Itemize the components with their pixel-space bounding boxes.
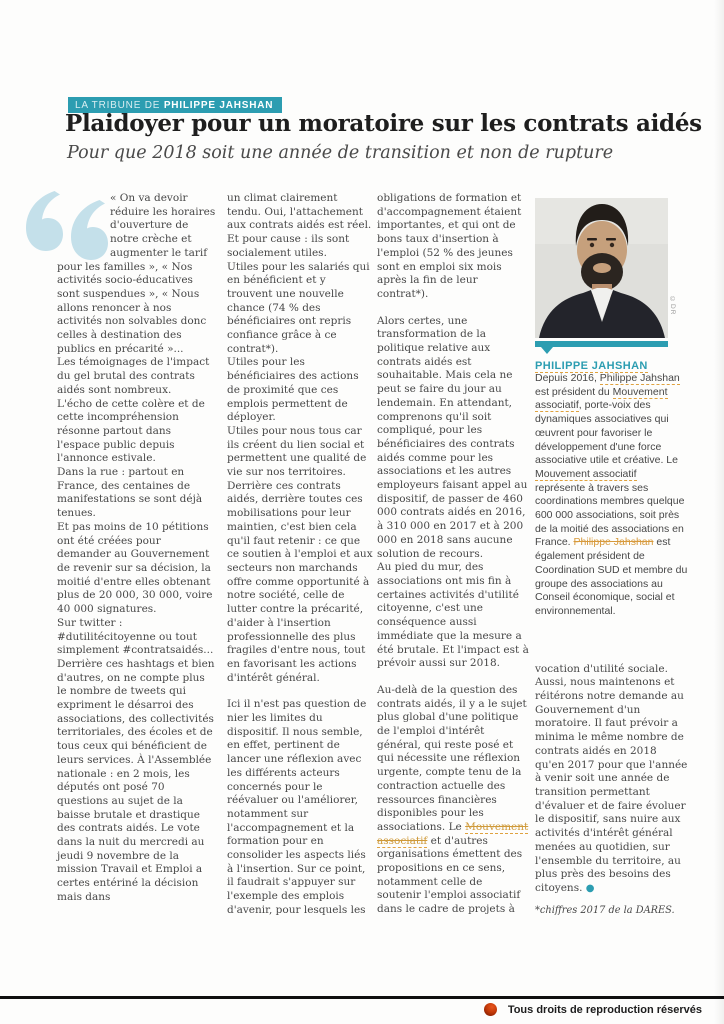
- paragraph: Dans la rue : partout en France, des centaines de manifestations se sont déjà tenues.: [57, 466, 203, 520]
- paragraph-text: vocation d'utilité sociale. Aussi, nous maintenons et réitérons notre demande au Gouvernement d'un moratoire. Il faut prévoir a minima le même nombre de contrats aidés en 2018 qu'en 2017 pour que l'année à venir soit une année de transition permettant d'évaluer et de faire évoluer le dispositif, sans nuire aux activités d'intérêt général menées au quotidien, sur l'ensemble du territoire, au plus près des besoins des citoyens.: [535, 662, 688, 894]
- paragraph: « On va devoir réduire les horaires d'ouverture de notre crèche et augmenter le tarif pour les familles », « Nos activités socio-éducatives sont suspendues », « Nous allons renoncer à nos activités non solvables donc celles à destination des publics en précarité »...: [57, 192, 216, 355]
- paragraph: Alors certes, une transformation de la politique relative aux contrats aidés est souhaitable. Mais cela ne peut se faire du jour au lendemain. En attendant, comprenons qu'il soit compliqué, pour les bénéficiaires des contrats aidés comme pour les associations et les autres employeurs faisant appel au dispositif, de passer de 460 000 contrats aidés en 2016, à 310 000 en 2017 et à 200 000 en 2018 sans aucune solution de recours.: [377, 314, 528, 560]
- paragraph: Et pas moins de 10 pétitions ont été créées pour demander au Gouvernement de revenir sur sa décision, la moitié d'entre elles obtenant plus de 20 000, 30 000, voire 40 000 signatures.: [57, 520, 213, 616]
- rights-logo-icon: [484, 1003, 497, 1016]
- author-bio: [535, 372, 689, 619]
- link-mouvement-associatif[interactable]: Mouvement associatif: [535, 467, 637, 480]
- bio-text: est président du: [535, 385, 613, 398]
- link-philippe-jahshan[interactable]: Philippe Jahshan: [573, 536, 654, 549]
- paragraph: Utiles pour nous tous car ils créent du lien social et permettent une qualité de vie sur nos territoires.: [227, 424, 367, 479]
- paragraph: Au pied du mur, des associations ont mis fin à certaines activités d'utilité citoyenne, c'est une conséquence aussi immédiate que la mesure a été brutale. Et l'impact est à prévoir aussi sur 2018.: [377, 561, 529, 670]
- paragraph-text: Au-delà de la question des contrats aidés, il y a le sujet plus global d'une politique de l'emploi d'intérêt général, qui reste posé et qui nécessite une réflexion urgente, compte tenu de la contraction actuelle des ressources financières disponibles pour les associations. Le: [377, 683, 527, 833]
- paragraph-text: et d'autres organisations émettent des propositions en ce sens, notamment celle de soutenir l'emploi associatif dans le cadre de projets à: [377, 834, 523, 916]
- bio-text: Depuis 2016,: [535, 372, 600, 384]
- paragraph: [535, 663, 689, 896]
- paragraph: Ici il n'est pas question de nier les limites du dispositif. Il nous semble, en effet, pertinent de lancer une réflexion avec les différents acteurs concernés pour le réévaluer ou l'améliorer, notamment sur l'accompagnement et la formation pour en consolider les aspects liés à l'insertion. Sur ce point, il faudrait s'appuyer sur l'exemple des emplois d'avenir, pour lesquels les: [227, 698, 367, 916]
- paragraph: Utiles pour les salariés qui en bénéficient et y trouvent une nouvelle chance (74 % des bénéficiaires ont repris confiance grâce à ce contrat*).: [227, 260, 370, 355]
- paragraph: Utiles pour les bénéficiaires des actions de proximité que ces emplois permettent de déployer.: [227, 356, 359, 424]
- end-of-article-bullet: ●: [585, 882, 595, 894]
- article-column-3: [377, 192, 529, 917]
- paragraph: Derrière ces contrats aidés, derrière toutes ces mobilisations pour leur maintien, c'est bien cela qu'il faut retenir : ce que ce soutien à l'emploi et aux secteurs non marchands offre comme opportunité à notre société, celle de lutter contre la précarité, d'aider à l'insertion professionnelle des plus fragiles d'entre nous, tout en favorisant les actions d'intérêt général.: [227, 479, 373, 684]
- footer: [484, 1003, 702, 1016]
- paragraph: obligations de formation et d'accompagnement étaient importantes, et qui ont de bons taux d'insertion à l'emploi (52 % des jeunes sont en emploi six mois après la fin de leur contrat*).: [377, 192, 522, 300]
- divider-triangle-icon: [541, 347, 553, 354]
- paragraph: un climat clairement tendu. Oui, l'attachement aux contrats aidés est réel. Et pour cause : ils sont socialement utiles.: [227, 192, 372, 259]
- article-column-4: [535, 198, 689, 917]
- link-philippe-jahshan[interactable]: Philippe Jahshan: [599, 372, 680, 384]
- author-name-text[interactable]: PHILIPPE JAHSHAN: [535, 360, 648, 372]
- author-name: [535, 360, 689, 372]
- section-tag-prefix: LA TRIBUNE DE: [75, 100, 164, 111]
- paragraph: Sur twitter : #dutilitécitoyenne ou tout simplement #contratsaidés... Derrière ces hashtags et bien d'autres, on ne compte plus le nombre de tweets qui expriment le désarroi des associations, des collectivités territoriales, des écoles et de tous ceux qui bénéficient de leurs services. À l'Assemblée nationale : en 2 mois, les députés ont posé 70 questions au sujet de la baisse brutale et drastique des contrats aidés. Le vote dans la nuit du mercredi au jeudi 9 novembre de la mission Travail et Emploi a certes entériné la décision mais dans: [57, 616, 215, 903]
- rights-text: Tous droits de reproduction réservés: [507, 1003, 702, 1016]
- link-mouvement-associatif[interactable]: Mouvement associatif: [377, 820, 529, 847]
- footnote: *chiffres 2017 de la DARES.: [535, 904, 675, 916]
- bio-text: est également président de Coordination SUD et membre du groupe des associations au Conseil économique, social et environnemental.: [535, 536, 688, 617]
- paragraph: Les témoignages de l'impact du gel brutal des contrats aidés sont nombreux.: [57, 356, 210, 396]
- article-column-1: [57, 192, 217, 905]
- portrait-photo: [535, 198, 668, 338]
- photo-credit: ©DR: [669, 296, 676, 316]
- quote-wrap-spacer: [57, 192, 110, 248]
- paragraph: [377, 684, 529, 917]
- article-title: Plaidoyer pour un moratoire sur les contrats aidés: [65, 110, 702, 137]
- section-tag-author: PHILIPPE JAHSHAN: [163, 100, 274, 111]
- bio-text: , porte-voix des dynamiques associatives qui œuvrent pour favoriser le développement d'une force associative utile et créative. Le: [535, 399, 678, 467]
- bio-text: représente à travers ses coordinations membres quelque 600 000 associations, soit près de la moitié des associations en France.: [535, 481, 685, 549]
- link-mouvement-associatif[interactable]: Mouvement associatif: [535, 385, 668, 412]
- article-column-2: [227, 192, 373, 918]
- paragraph: L'écho de cette colère et de cette incompréhension résonne partout dans l'espace public depuis l'annonce estivale.: [57, 397, 205, 465]
- profile-divider-bar: [535, 341, 668, 347]
- article-subtitle: Pour que 2018 soit une année de transition et non de rupture: [67, 143, 614, 163]
- footer-divider: [0, 996, 724, 999]
